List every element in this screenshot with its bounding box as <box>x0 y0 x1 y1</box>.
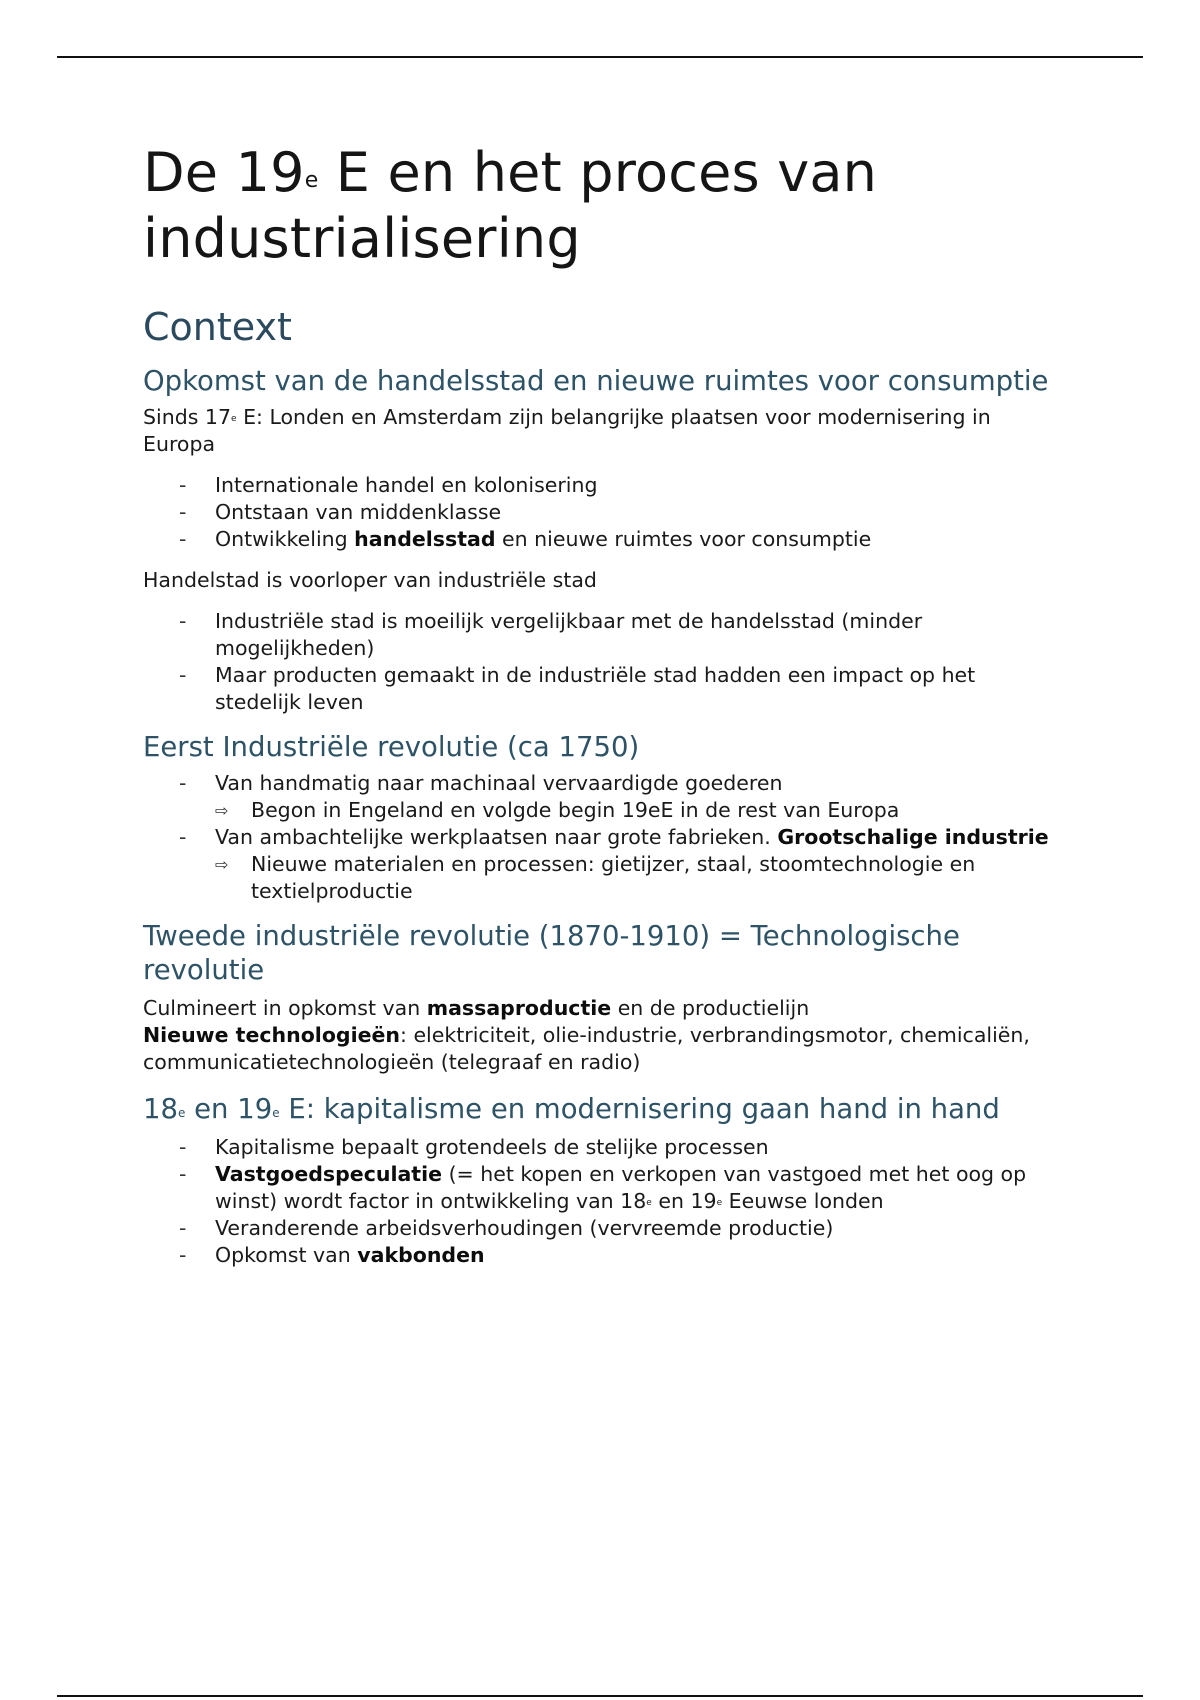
document-page <box>143 140 1063 1283</box>
list-kapitalisme <box>143 1134 1063 1269</box>
list-item: - Maar producten gemaakt in de industriële stad hadden een impact op het stedelijk leven <box>179 663 976 714</box>
dash-bullet: - <box>179 1135 187 1159</box>
paragraph-massaproductie: Culmineert in opkomst van massaproductie en de productielijn Nieuwe technologieën: elektriciteit, olie-industrie, verbrandingsmotor, chemicaliën, communicatietechnologieën (telegraaf en radio) <box>143 996 1030 1074</box>
list-item: - Veranderende arbeidsverhoudingen (vervreemde productie) <box>179 1216 834 1240</box>
section-heading-handelsstad: Opkomst van de handelsstad en nieuwe ruimtes voor consumptie <box>143 365 1049 397</box>
section-heading-tweede-revolutie: Tweede industriële revolutie (1870-1910) = Technologische revolutie <box>143 920 960 986</box>
sub-list <box>215 797 1063 824</box>
dash-bullet: - <box>179 527 187 551</box>
dash-bullet: - <box>179 500 187 524</box>
arrow-icon: ⇨ <box>215 801 229 820</box>
dash-bullet: - <box>179 825 187 849</box>
dash-bullet: - <box>179 1162 187 1186</box>
list-item: - Kapitalisme bepaalt grotendeels de stelijke processen <box>179 1135 769 1159</box>
section-heading-kapitalisme: 18e en 19e E: kapitalisme en modernisering gaan hand in hand <box>143 1093 1000 1125</box>
context-heading: Context <box>143 305 292 349</box>
list-industriele-stad <box>143 608 1063 716</box>
sub-list-item: ⇨ Nieuwe materialen en processen: gietijzer, staal, stoomtechnologie en textielproductie <box>215 852 976 903</box>
list-item: - Internationale handel en kolonisering <box>179 473 598 497</box>
list-item: - Van ambachtelijke werkplaatsen naar grote fabrieken. Grootschalige industrie ⇨ Nieuwe materialen en processen: gietijzer, staal, stoomtechnologie en textielproductie <box>143 824 1063 905</box>
dash-bullet: - <box>179 663 187 687</box>
document-title: De 19e E en het proces van industrialisering <box>143 141 878 270</box>
dash-bullet: - <box>179 1216 187 1240</box>
dash-bullet: - <box>179 1243 187 1267</box>
list-item: - Opkomst van vakbonden <box>179 1243 485 1267</box>
paragraph-handelstad: Handelstad is voorloper van industriële stad <box>143 568 597 592</box>
top-rule <box>57 56 1143 58</box>
arrow-icon: ⇨ <box>215 855 229 874</box>
sub-list <box>215 851 1063 905</box>
list-item: - Ontstaan van middenklasse <box>179 500 502 524</box>
bottom-rule <box>57 1695 1143 1697</box>
sub-list-item: ⇨ Begon in Engeland en volgde begin 19eE in de rest van Europa <box>215 798 900 822</box>
dash-bullet: - <box>179 609 187 633</box>
section-heading-eerste-revolutie: Eerst Industriële revolutie (ca 1750) <box>143 731 640 763</box>
dash-bullet: - <box>179 473 187 497</box>
list-item: - Van handmatig naar machinaal vervaardigde goederen ⇨ Begon in Engeland en volgde begin 19eE in de rest van Europa <box>143 770 1063 824</box>
list-item: - Vastgoedspeculatie (= het kopen en verkopen van vastgoed met het oog op winst) wordt factor in ontwikkeling van 18e en 19e Eeuwse londen <box>179 1162 1027 1213</box>
list-item: - Ontwikkeling handelsstad en nieuwe ruimtes voor consumptie <box>179 527 872 551</box>
paragraph-sinds: Sinds 17e E: Londen en Amsterdam zijn belangrijke plaatsen voor modernisering in Europa <box>143 405 991 456</box>
dash-bullet: - <box>179 771 187 795</box>
list-item: - Industriële stad is moeilijk vergelijkbaar met de handelsstad (minder mogelijkheden) <box>179 609 923 660</box>
list-handelsstad <box>143 472 1063 553</box>
list-eerste-revolutie <box>143 770 1063 905</box>
